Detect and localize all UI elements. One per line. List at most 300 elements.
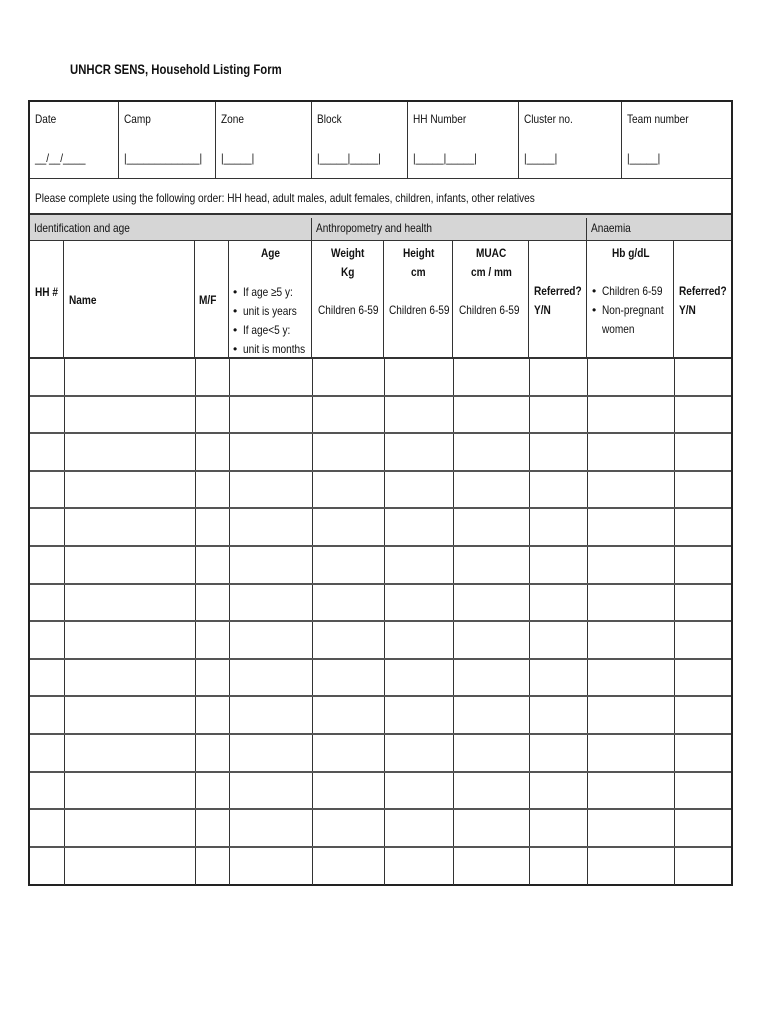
age-rules: • If age ≥5 y: • unit is years • If age<5 y: • unit is months [233, 283, 317, 359]
team-number-label: Team number [627, 112, 689, 126]
cell-weight[interactable] [312, 509, 384, 545]
cell-age[interactable] [229, 585, 312, 621]
column-divider [384, 697, 385, 733]
cell-weight[interactable] [312, 359, 384, 395]
table-row [30, 622, 731, 660]
column-divider [195, 622, 196, 658]
zone-field[interactable] [216, 102, 312, 178]
column-divider [195, 697, 196, 733]
column-divider [195, 660, 196, 696]
cluster-field[interactable] [519, 102, 622, 178]
column-divider [312, 509, 313, 545]
column-divider [529, 547, 530, 583]
cell-weight[interactable] [312, 735, 384, 771]
column-divider [64, 359, 65, 395]
cell-referred-anthro[interactable] [529, 472, 587, 508]
cluster-value: |_____| [524, 151, 558, 165]
cell-hh[interactable] [30, 434, 64, 470]
column-divider [674, 773, 675, 809]
cell-hh[interactable] [30, 660, 64, 696]
camp-value: |_____________| [124, 151, 203, 165]
cell-height[interactable] [384, 434, 453, 470]
column-divider [529, 359, 530, 395]
cell-weight[interactable] [312, 622, 384, 658]
column-divider [195, 547, 196, 583]
column-divider [229, 773, 230, 809]
column-divider [674, 509, 675, 545]
column-divider [674, 585, 675, 621]
cell-age[interactable] [229, 397, 312, 433]
cell-muac[interactable] [453, 434, 529, 470]
column-divider [312, 585, 313, 621]
zone-label: Zone [221, 112, 244, 126]
cell-height[interactable] [384, 622, 453, 658]
cell-age[interactable] [229, 547, 312, 583]
cell-hh[interactable] [30, 509, 64, 545]
column-divider [229, 810, 230, 846]
cell-name[interactable] [64, 509, 195, 545]
column-divider [312, 773, 313, 809]
column-divider [195, 472, 196, 508]
column-divider [384, 434, 385, 470]
column-divider [64, 397, 65, 433]
column-divider [312, 472, 313, 508]
cell-weight[interactable] [312, 397, 384, 433]
cell-name[interactable] [64, 735, 195, 771]
cell-height[interactable] [384, 359, 453, 395]
cell-sex[interactable] [195, 509, 229, 545]
team-number-field[interactable] [622, 102, 731, 178]
column-divider [587, 434, 588, 470]
cell-name[interactable] [64, 359, 195, 395]
column-divider [674, 547, 675, 583]
cell-age[interactable] [229, 773, 312, 809]
cluster-label: Cluster no. [524, 112, 573, 126]
cell-referred-anaemia[interactable] [674, 735, 731, 771]
cell-age[interactable] [229, 359, 312, 395]
cell-name[interactable] [64, 773, 195, 809]
column-divider [64, 848, 65, 886]
table-row [30, 810, 731, 848]
column-divider [529, 397, 530, 433]
cell-sex[interactable] [195, 359, 229, 395]
cell-sex[interactable] [195, 434, 229, 470]
cell-referred-anaemia[interactable] [674, 359, 731, 395]
column-divider [64, 660, 65, 696]
cell-muac[interactable] [453, 585, 529, 621]
table-row [30, 697, 731, 735]
cell-hh[interactable] [30, 472, 64, 508]
col-age: Age • If age ≥5 y: • unit is years • If age<5 y: • unit is months [229, 241, 312, 357]
cell-hh[interactable] [30, 810, 64, 846]
cell-sex[interactable] [195, 848, 229, 886]
cell-name[interactable] [64, 697, 195, 733]
date-value: __/__/____ [35, 151, 86, 165]
cell-hh[interactable] [30, 397, 64, 433]
column-divider [453, 472, 454, 508]
column-divider [195, 735, 196, 771]
column-divider [229, 509, 230, 545]
table-row [30, 359, 731, 397]
cell-height[interactable] [384, 509, 453, 545]
column-divider [674, 848, 675, 886]
cell-muac[interactable] [453, 773, 529, 809]
cell-name[interactable] [64, 397, 195, 433]
column-divider [587, 848, 588, 886]
cell-name[interactable] [64, 848, 195, 886]
column-divider [229, 697, 230, 733]
column-divider [453, 622, 454, 658]
cell-referred-anthro[interactable] [529, 397, 587, 433]
hh-number-label: HH Number [413, 112, 467, 126]
column-divider [195, 434, 196, 470]
column-divider [529, 810, 530, 846]
column-divider [384, 359, 385, 395]
column-divider [587, 547, 588, 583]
cell-hb[interactable] [587, 509, 674, 545]
cell-hh[interactable] [30, 622, 64, 658]
column-divider [64, 434, 65, 470]
cell-muac[interactable] [453, 735, 529, 771]
column-divider [384, 547, 385, 583]
cell-height[interactable] [384, 735, 453, 771]
camp-label: Camp [124, 112, 151, 126]
cell-name[interactable] [64, 434, 195, 470]
block-field[interactable] [312, 102, 408, 178]
cell-name[interactable] [64, 547, 195, 583]
cell-sex[interactable] [195, 735, 229, 771]
cell-hb[interactable] [587, 773, 674, 809]
header-fields [30, 102, 731, 178]
column-divider [453, 547, 454, 583]
cell-hb[interactable] [587, 397, 674, 433]
hh-number-value: |_____|_____| [413, 151, 477, 165]
cell-referred-anaemia[interactable] [674, 697, 731, 733]
cell-referred-anaemia[interactable] [674, 509, 731, 545]
column-divider [195, 397, 196, 433]
column-divider [195, 359, 196, 395]
cell-weight[interactable] [312, 547, 384, 583]
cell-weight[interactable] [312, 848, 384, 886]
cell-referred-anthro[interactable] [529, 735, 587, 771]
cell-age[interactable] [229, 697, 312, 733]
column-divider [312, 622, 313, 658]
cell-referred-anthro[interactable] [529, 622, 587, 658]
cell-referred-anthro[interactable] [529, 660, 587, 696]
cell-weight[interactable] [312, 472, 384, 508]
hh-number-field[interactable] [408, 102, 519, 178]
column-divider [312, 547, 313, 583]
cell-sex[interactable] [195, 547, 229, 583]
column-divider [529, 509, 530, 545]
cell-sex[interactable] [195, 622, 229, 658]
column-divider [312, 397, 313, 433]
column-divider [453, 397, 454, 433]
cell-sex[interactable] [195, 697, 229, 733]
cell-sex[interactable] [195, 810, 229, 846]
cell-sex[interactable] [195, 397, 229, 433]
column-divider [674, 735, 675, 771]
cell-height[interactable] [384, 585, 453, 621]
column-divider [587, 397, 588, 433]
instruction-text: Please complete using the following order: HH head, adult males, adult females, children, infants, other relatives [35, 191, 535, 205]
team-number-value: |_____| [627, 151, 661, 165]
column-divider [312, 697, 313, 733]
column-divider [312, 434, 313, 470]
column-divider [529, 472, 530, 508]
cell-name[interactable] [64, 810, 195, 846]
col-muac: MUAC cm / mm Children 6-59 [453, 241, 529, 357]
column-divider [384, 810, 385, 846]
section-header-row [30, 213, 731, 241]
cell-height[interactable] [384, 697, 453, 733]
cell-weight[interactable] [312, 585, 384, 621]
column-divider [384, 397, 385, 433]
cell-referred-anaemia[interactable] [674, 810, 731, 846]
column-divider [384, 472, 385, 508]
cell-hh[interactable] [30, 585, 64, 621]
column-header-row [30, 241, 731, 359]
column-divider [674, 434, 675, 470]
cell-sex[interactable] [195, 472, 229, 508]
cell-muac[interactable] [453, 359, 529, 395]
column-divider [384, 509, 385, 545]
column-divider [195, 848, 196, 886]
cell-hb[interactable] [587, 359, 674, 395]
column-divider [64, 697, 65, 733]
column-divider [674, 472, 675, 508]
table-row [30, 660, 731, 698]
block-label: Block [317, 112, 342, 126]
cell-weight[interactable] [312, 810, 384, 846]
cell-hh[interactable] [30, 359, 64, 395]
column-divider [587, 697, 588, 733]
cell-hb[interactable] [587, 848, 674, 886]
cell-referred-anthro[interactable] [529, 359, 587, 395]
column-divider [229, 585, 230, 621]
cell-height[interactable] [384, 773, 453, 809]
column-divider [674, 397, 675, 433]
column-divider [529, 622, 530, 658]
cell-referred-anaemia[interactable] [674, 434, 731, 470]
column-divider [384, 585, 385, 621]
cell-hb[interactable] [587, 810, 674, 846]
col-referred-anaemia: Referred? Y/N [679, 284, 727, 317]
column-divider [229, 472, 230, 508]
cell-muac[interactable] [453, 848, 529, 886]
column-divider [384, 773, 385, 809]
col-hb: Hb g/dL • Children 6-59 • Non-pregnant women [587, 241, 674, 357]
cell-sex[interactable] [195, 773, 229, 809]
cell-muac[interactable] [453, 397, 529, 433]
column-divider [64, 585, 65, 621]
camp-field[interactable] [119, 102, 216, 178]
column-divider [529, 773, 530, 809]
cell-referred-anthro[interactable] [529, 810, 587, 846]
column-divider [587, 735, 588, 771]
table-row [30, 397, 731, 435]
cell-referred-anaemia[interactable] [674, 585, 731, 621]
table-row [30, 434, 731, 472]
cell-referred-anaemia[interactable] [674, 472, 731, 508]
cell-weight[interactable] [312, 660, 384, 696]
cell-hh[interactable] [30, 848, 64, 886]
cell-name[interactable] [64, 622, 195, 658]
column-divider [587, 509, 588, 545]
cell-hb[interactable] [587, 585, 674, 621]
cell-hb[interactable] [587, 547, 674, 583]
column-divider [229, 397, 230, 433]
cell-hh[interactable] [30, 697, 64, 733]
cell-muac[interactable] [453, 660, 529, 696]
cell-muac[interactable] [453, 622, 529, 658]
column-divider [453, 848, 454, 886]
column-divider [195, 773, 196, 809]
cell-hb[interactable] [587, 735, 674, 771]
cell-hh[interactable] [30, 735, 64, 771]
cell-name[interactable] [64, 472, 195, 508]
cell-hb[interactable] [587, 697, 674, 733]
column-divider [229, 547, 230, 583]
column-divider [453, 660, 454, 696]
column-divider [229, 735, 230, 771]
cell-referred-anaemia[interactable] [674, 622, 731, 658]
column-divider [64, 810, 65, 846]
column-divider [312, 735, 313, 771]
cell-age[interactable] [229, 434, 312, 470]
cell-referred-anthro[interactable] [529, 848, 587, 886]
column-divider [312, 810, 313, 846]
cell-muac[interactable] [453, 509, 529, 545]
column-divider [453, 509, 454, 545]
column-divider [529, 735, 530, 771]
column-divider [312, 359, 313, 395]
cell-age[interactable] [229, 660, 312, 696]
cell-height[interactable] [384, 472, 453, 508]
cell-age[interactable] [229, 509, 312, 545]
cell-hh[interactable] [30, 547, 64, 583]
cell-weight[interactable] [312, 773, 384, 809]
zone-value: |_____| [221, 151, 255, 165]
cell-referred-anaemia[interactable] [674, 397, 731, 433]
column-divider [384, 622, 385, 658]
column-divider [312, 848, 313, 886]
cell-height[interactable] [384, 848, 453, 886]
column-divider [229, 848, 230, 886]
cell-hb[interactable] [587, 434, 674, 470]
cell-muac[interactable] [453, 697, 529, 733]
column-divider [384, 735, 385, 771]
cell-height[interactable] [384, 660, 453, 696]
cell-hb[interactable] [587, 472, 674, 508]
cell-name[interactable] [64, 660, 195, 696]
column-divider [195, 585, 196, 621]
table-row [30, 848, 731, 886]
data-rows [30, 359, 731, 886]
cell-age[interactable] [229, 622, 312, 658]
cell-referred-anthro[interactable] [529, 509, 587, 545]
cell-height[interactable] [384, 547, 453, 583]
cell-age[interactable] [229, 810, 312, 846]
column-divider [453, 773, 454, 809]
column-divider [384, 660, 385, 696]
col-referred-anthro: Referred? Y/N [529, 241, 587, 357]
cell-age[interactable] [229, 472, 312, 508]
cell-sex[interactable] [195, 585, 229, 621]
table-row [30, 547, 731, 585]
cell-hh[interactable] [30, 773, 64, 809]
cell-age[interactable] [229, 735, 312, 771]
cell-weight[interactable] [312, 434, 384, 470]
cell-sex[interactable] [195, 660, 229, 696]
column-divider [453, 585, 454, 621]
column-divider [529, 697, 530, 733]
cell-name[interactable] [64, 585, 195, 621]
cell-hb[interactable] [587, 622, 674, 658]
table-row [30, 585, 731, 623]
cell-referred-anaemia[interactable] [674, 773, 731, 809]
table-row [30, 472, 731, 510]
column-divider [453, 735, 454, 771]
household-listing-form [28, 100, 733, 886]
column-divider [195, 509, 196, 545]
column-divider [64, 735, 65, 771]
column-divider [229, 660, 230, 696]
cell-referred-anthro[interactable] [529, 434, 587, 470]
column-divider [312, 660, 313, 696]
cell-muac[interactable] [453, 810, 529, 846]
column-divider [229, 359, 230, 395]
cell-weight[interactable] [312, 697, 384, 733]
cell-referred-anthro[interactable] [529, 697, 587, 733]
column-divider [674, 660, 675, 696]
column-divider [674, 810, 675, 846]
column-divider [229, 434, 230, 470]
section-identification: Identification and age [30, 218, 312, 241]
column-divider [453, 359, 454, 395]
table-row [30, 735, 731, 773]
cell-referred-anaemia[interactable] [674, 547, 731, 583]
cell-height[interactable] [384, 397, 453, 433]
cell-muac[interactable] [453, 472, 529, 508]
section-anthropometry: Anthropometry and health [312, 218, 587, 241]
cell-referred-anthro[interactable] [529, 547, 587, 583]
column-divider [384, 848, 385, 886]
cell-height[interactable] [384, 810, 453, 846]
column-divider [587, 773, 588, 809]
cell-hb[interactable] [587, 660, 674, 696]
date-field[interactable] [30, 102, 119, 178]
cell-referred-anaemia[interactable] [674, 660, 731, 696]
cell-muac[interactable] [453, 547, 529, 583]
column-divider [195, 810, 196, 846]
cell-referred-anaemia[interactable] [674, 848, 731, 886]
form-title: UNHCR SENS, Household Listing Form [70, 62, 282, 77]
column-divider [674, 622, 675, 658]
column-divider [587, 585, 588, 621]
table-row [30, 773, 731, 811]
column-divider [674, 697, 675, 733]
column-divider [64, 509, 65, 545]
block-value: |_____|_____| [317, 151, 381, 165]
cell-referred-anthro[interactable] [529, 585, 587, 621]
col-hh: HH # [30, 241, 64, 357]
col-sex: M/F [195, 241, 229, 357]
column-divider [64, 622, 65, 658]
column-divider [529, 585, 530, 621]
cell-referred-anthro[interactable] [529, 773, 587, 809]
cell-age[interactable] [229, 848, 312, 886]
